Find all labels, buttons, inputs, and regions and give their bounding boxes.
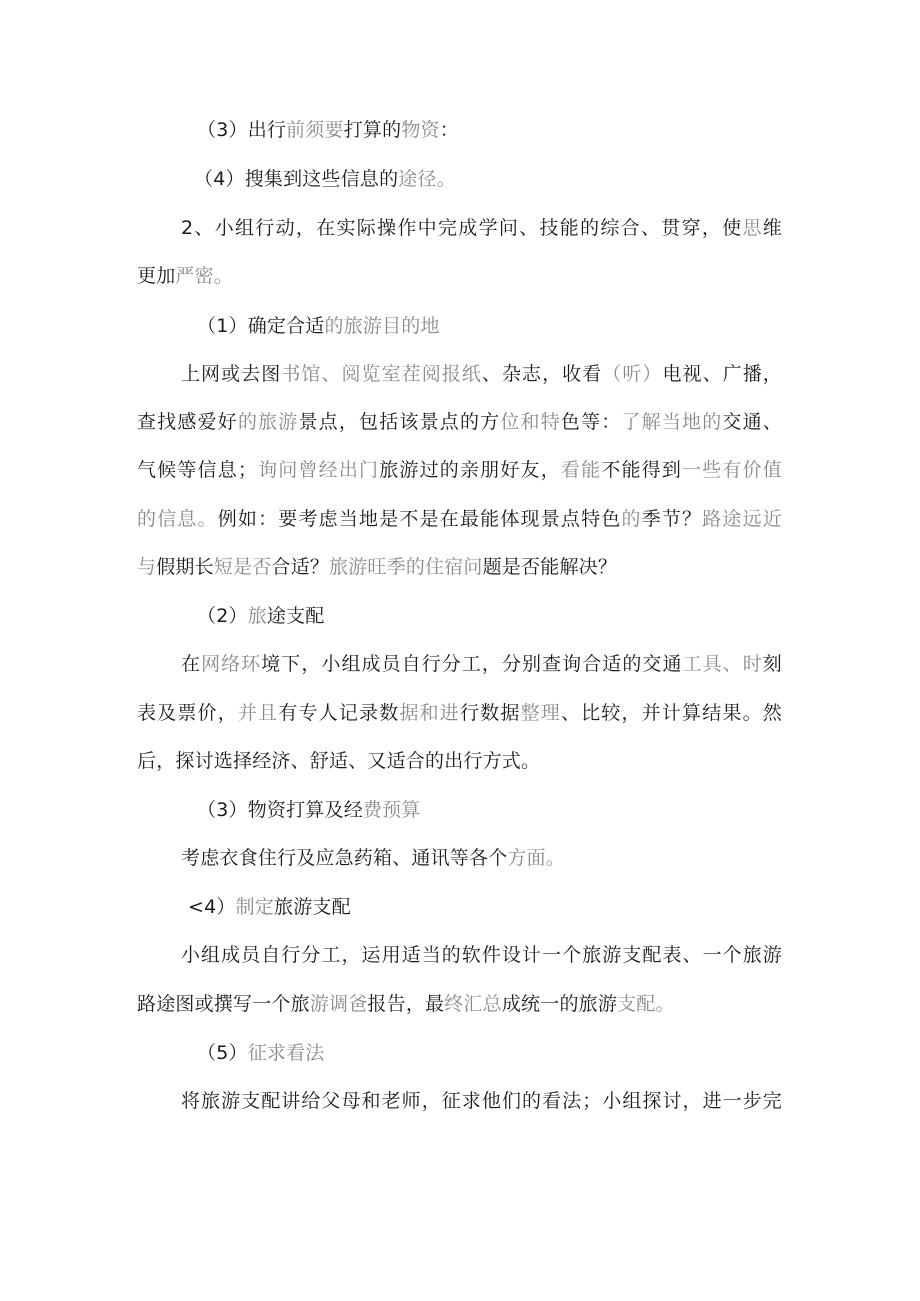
text-segment: 色等： (560, 411, 622, 433)
text-segment: （3）物资打算及经 (197, 799, 363, 821)
subheading-3 (197, 797, 421, 823)
text-segment: 景点，包括该景点的方 (298, 411, 501, 433)
text-segment: 物资 (401, 119, 440, 141)
paragraph-1-line-4 (137, 506, 782, 532)
text-segment: （2） (197, 605, 248, 627)
text-segment: 更加 (137, 265, 176, 287)
text-segment: （3）出行 (197, 119, 287, 141)
text-segment: 有专人记录数 (278, 702, 400, 724)
text-segment: 据和进 (399, 702, 460, 724)
text-segment: 在 (181, 653, 202, 675)
text-segment: 询问曾经出门 (257, 459, 380, 481)
text-segment: 表及票价， (137, 702, 238, 724)
text-segment: 、比较，并计算结果。然 (560, 702, 782, 724)
text-segment: 电视、 (662, 363, 723, 385)
text-segment: 书馆、阅览室茬阅报纸 (281, 363, 482, 385)
section-2-heading-line-1 (181, 215, 782, 241)
text-segment: 征求看法 (247, 1042, 325, 1064)
text-segment: 整理 (520, 702, 561, 724)
text-segment: 路途图或撰写一个旅 (137, 993, 310, 1015)
text-segment: 假期长 (156, 556, 214, 578)
subheading-item-3 (197, 117, 459, 143)
text-segment: 看能 (560, 459, 602, 481)
text-segment: 查找感爱好 (137, 411, 238, 433)
subheading-item-4 (194, 166, 456, 192)
paragraph-1-line-1 (181, 361, 782, 387)
text-segment: （1）确定合适 (197, 315, 325, 337)
paragraph-5-line-1 (181, 1088, 782, 1114)
paragraph-1-line-2 (137, 409, 782, 435)
text-segment: 2、小组行动，在实际操作中完成学问、技能的综合、贯穿，使 (181, 217, 743, 239)
text-segment: 短是否 (213, 556, 272, 578)
paragraph-1-line-3 (137, 457, 782, 483)
text-segment: 的信息。 (137, 508, 218, 530)
text-segment: 季节？ (641, 508, 703, 530)
text-segment: 的 (621, 508, 642, 530)
text-segment: 、杂志，收看 (481, 363, 603, 385)
text-segment: 报告，最 (367, 993, 445, 1015)
paragraph-4-line-1 (181, 942, 782, 968)
text-segment: 旅游旺季的住宿问 (329, 556, 483, 578)
text-segment: 旅 (274, 896, 294, 918)
text-segment: 了解当地的 (621, 411, 723, 433)
paragraph-1-line-5 (137, 554, 782, 580)
text-segment: 旅 (247, 605, 267, 627)
text-segment: 交通、 (722, 411, 782, 433)
paragraph-2-line-1 (181, 651, 782, 677)
text-segment: 路途远近 (702, 508, 782, 530)
text-segment: 打算的 (343, 119, 402, 141)
subheading-4 (188, 894, 351, 920)
text-segment: （5） (197, 1042, 248, 1064)
section-2-heading-line-2 (137, 263, 782, 289)
text-segment: 刻 (762, 653, 782, 675)
text-segment: 费预算 (362, 799, 421, 821)
text-segment: 气候等信息； (137, 459, 258, 481)
text-segment: 前须要 (286, 119, 344, 141)
text-segment: 位和特 (500, 411, 561, 433)
text-segment: 思 (742, 217, 763, 239)
text-segment: 上网或去图 (181, 363, 282, 385)
text-segment: 例如：要考虑当地是不是在最能体现景点特色 (217, 508, 622, 530)
text-segment: 支配。 (617, 993, 675, 1015)
text-segment: 与 (137, 556, 157, 578)
text-segment: 并且 (237, 702, 279, 724)
paragraph-4-line-2 (137, 991, 782, 1017)
text-segment: 题是否能解决？ (482, 556, 618, 578)
text-segment: （听） (602, 363, 663, 385)
text-segment: 成统一的旅游 (501, 993, 618, 1015)
text-segment: 境下，小组成员自行分工，分别查询合适的交通 (261, 653, 683, 675)
text-segment: <4） (188, 896, 236, 918)
text-segment: 小组成员自行分工，运用适当的软件设计一个旅游支配表、一个旅游 (181, 944, 782, 966)
text-segment: 将旅游支配讲给父母和老师，征求他们的看法；小组探讨，进一步完 (181, 1090, 782, 1112)
subheading-5 (197, 1040, 325, 1066)
text-segment: 行数据 (460, 702, 521, 724)
text-segment: 维 (762, 217, 782, 239)
text-segment: 途径。 (398, 168, 456, 190)
paragraph-2-line-2 (137, 700, 782, 726)
text-segment: 游调爸 (309, 993, 368, 1015)
text-segment: 工具、时 (682, 653, 763, 675)
text-segment: 考虑衣食住行及应急药箱、通讯等各个 (181, 847, 508, 869)
text-segment: 后，探讨选择经济、舒适、又适合的出行方式。 (137, 750, 541, 772)
text-segment: 广播， (722, 363, 782, 385)
text-segment: 一些有价值 (682, 459, 782, 481)
text-segment: （4）搜集到这些信息的 (194, 168, 399, 190)
text-segment: ： (439, 119, 459, 141)
subheading-2 (197, 603, 325, 629)
text-segment: 方面。 (507, 847, 566, 869)
text-segment: 合适？ (271, 556, 330, 578)
text-segment: 严密。 (175, 265, 234, 287)
paragraph-2-line-3 (137, 748, 782, 774)
subheading-1 (197, 313, 440, 339)
text-segment: 终汇总 (444, 993, 502, 1015)
text-segment: 游支配 (293, 896, 351, 918)
text-segment: 不能得到 (601, 459, 683, 481)
text-segment: 途支配 (266, 605, 325, 627)
text-segment: 网络环 (201, 653, 262, 675)
text-segment: 的旅游 (237, 411, 299, 433)
text-segment: 旅游过的亲朋好友， (379, 459, 561, 481)
paragraph-3-line-1 (181, 845, 826, 871)
text-segment: 制定 (235, 896, 275, 918)
text-segment: 的旅游目的地 (324, 315, 440, 337)
